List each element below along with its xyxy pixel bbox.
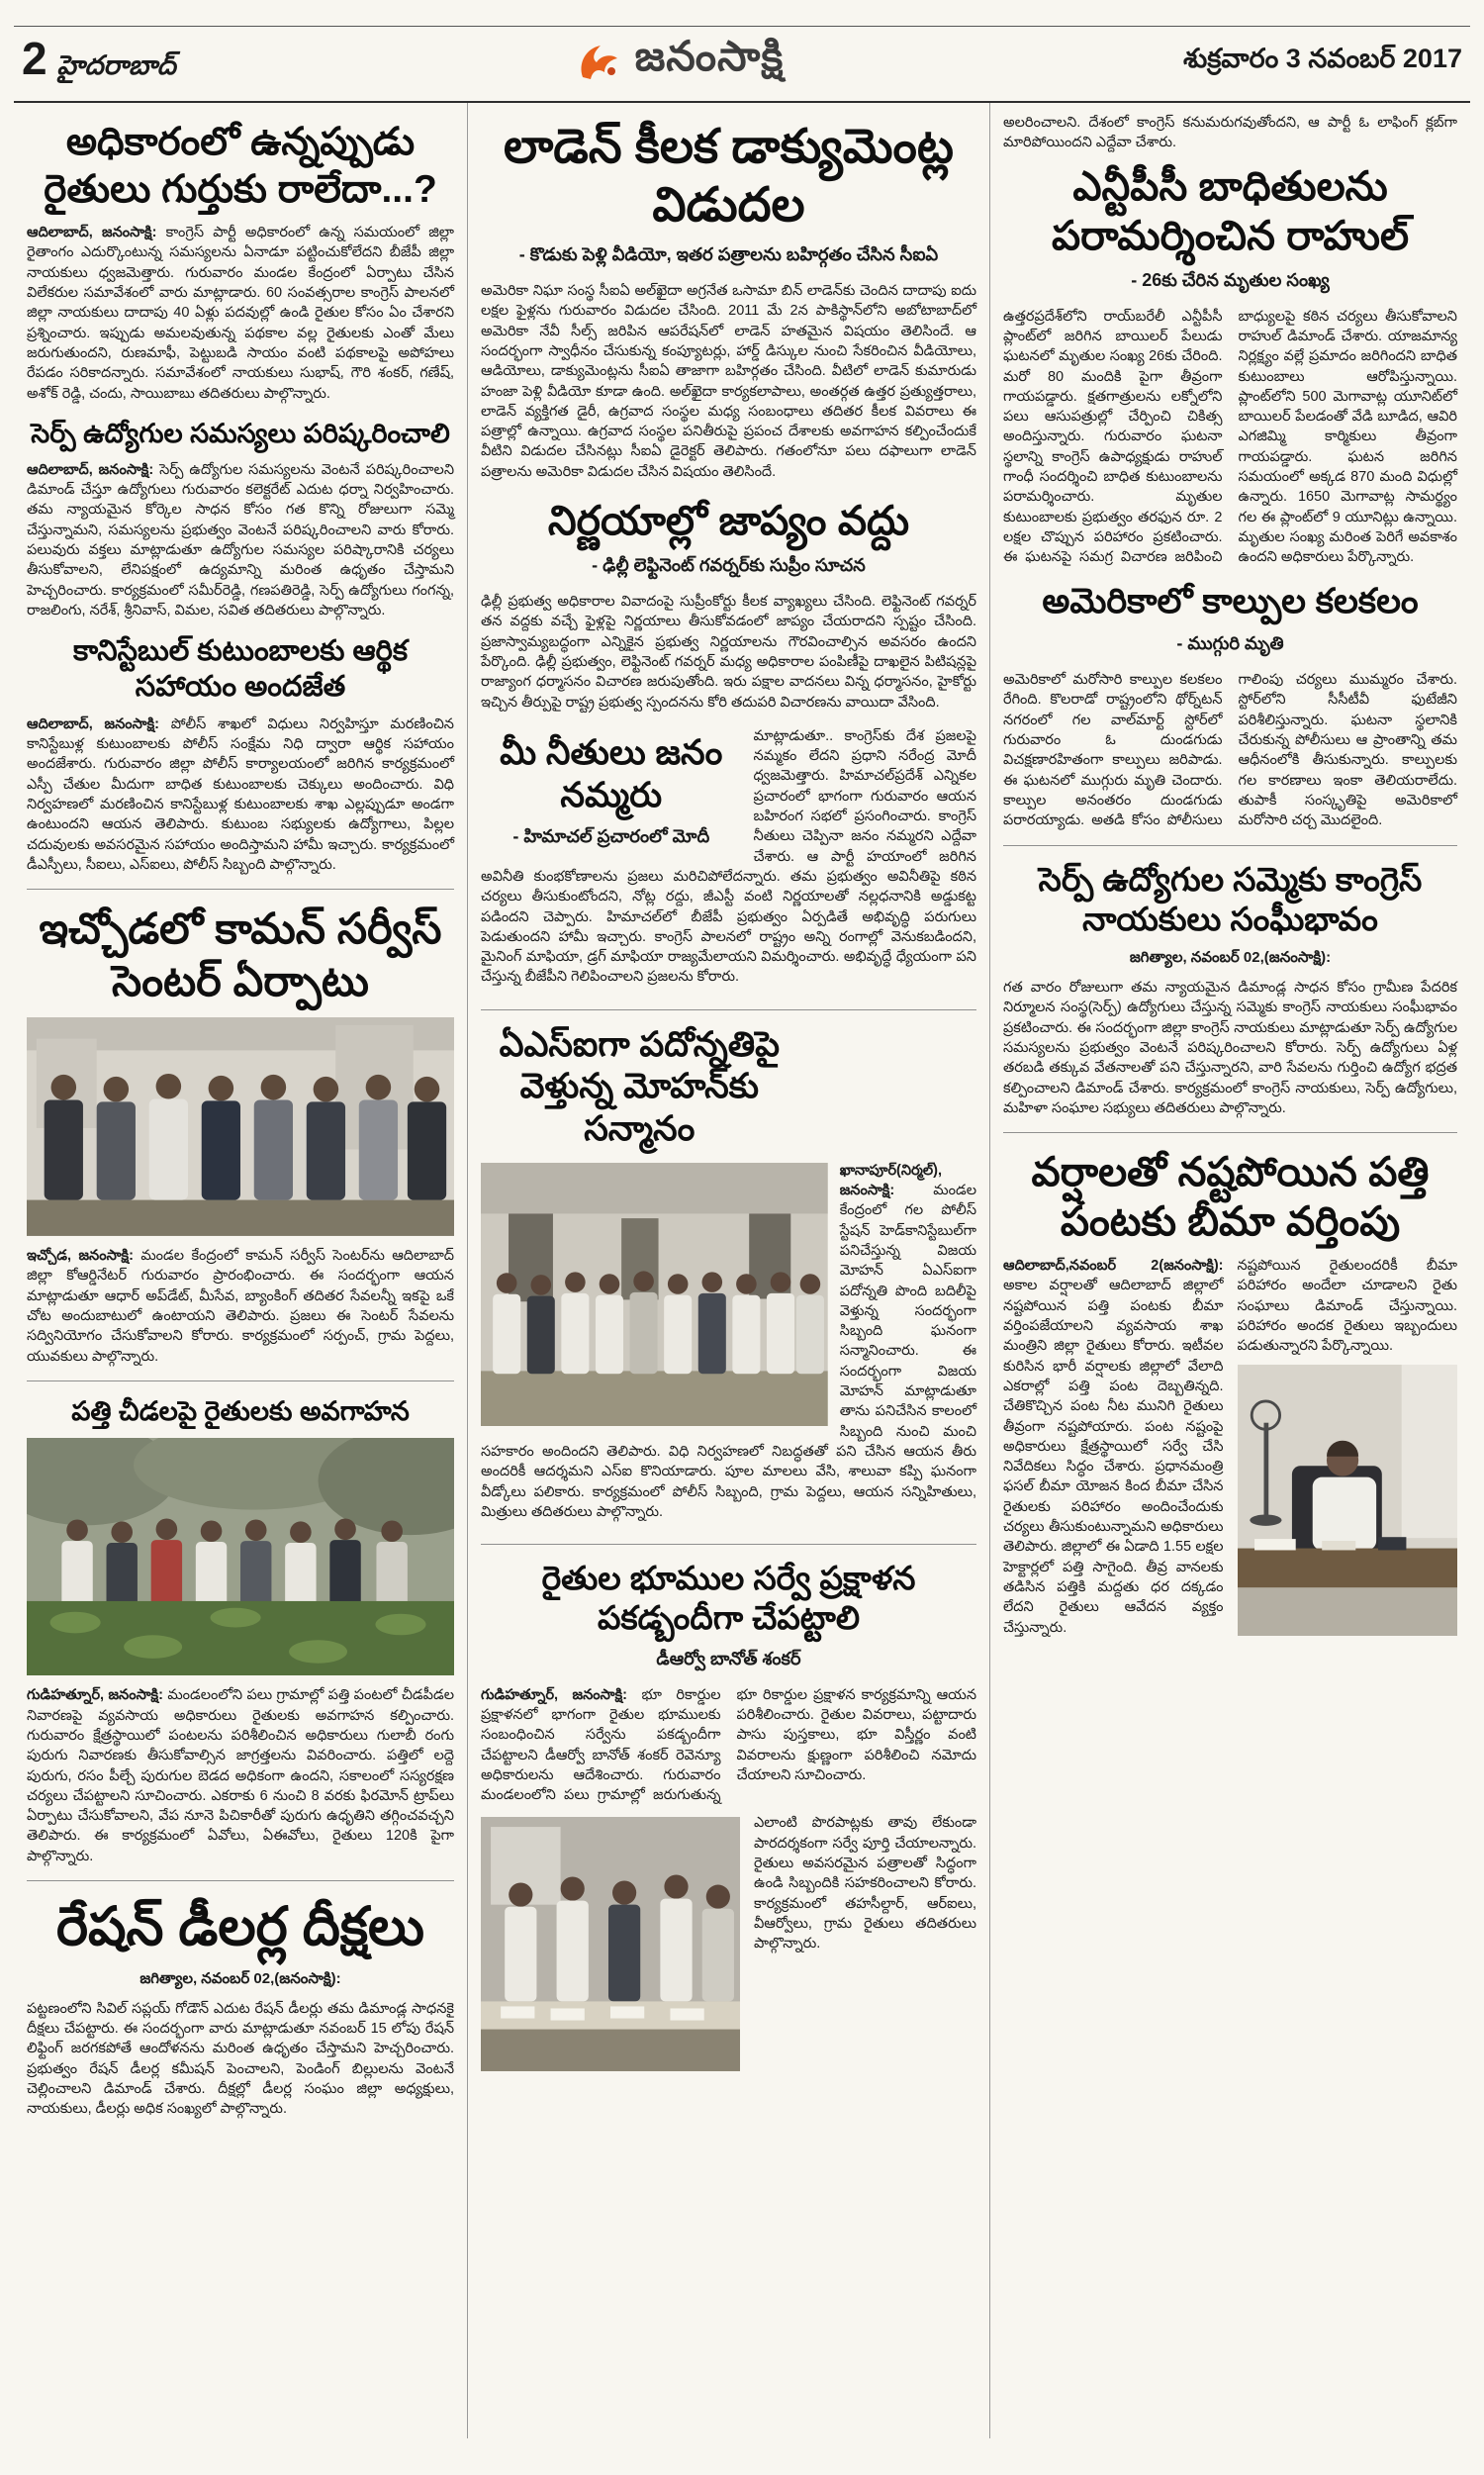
- dateline: ఆదిలాబాద్, జనంసాక్షి:: [27, 715, 159, 732]
- dateline: జగిత్యాల, నవంబర్ 02,(జనంసాక్షి):: [139, 1969, 341, 1987]
- byline: - హిమాచల్ ప్రచారంలో మోదీ: [512, 826, 710, 847]
- byline: - 26కు చేరిన మృతుల సంఖ్య: [1131, 269, 1330, 290]
- article-serp-strike-congress: [1003, 860, 1457, 1119]
- article-body: మండల కేంద్రంలో గల పోలీస్ స్టేషన్ హెడ్‌కానిస్టేబుల్‌గా పనిచేస్తున్న విజయ మోహన్ ఏఎస్ఐగా పదోన్నతి పొంది బదిలీపై వెళ్తున్న సందర్భంగా సిబ్బంది ఘనంగా సన్మానించారు. ఈ సందర్భంగా విజయ మోహన్ మాట్లాడుతూ తాను పనిచేసిన కాలంలో సిబ్బంది నుంచి మంచి సహకారం అందిందని తెలిపారు. విధి నిర్వహణలో నిబద్ధతతో పని చేసిన ఆయన తీరు అందరికీ ఆదర్శమని ఎస్ఐ కొనియాడారు. పూల మాలలు వేసి, శాలువా కప్పి ఘనంగా వీడ్కోలు పలికారు. కార్యక్రమంలో పోలీస్ సిబ్బంది, గ్రామ పెద్దలు, ఆయన సన్నిహితులు, మిత్రులు తదితరులు పాల్గొన్నారు.: [481, 1183, 976, 1520]
- headline: అధికారంలో ఉన్నప్పుడు రైతులు గుర్తుకు రాలేదా...?: [44, 121, 437, 211]
- headline: కానిస్టేబుల్ కుటుంబాలకు ఆర్థిక సహాయం అందజేత: [72, 635, 408, 703]
- article-body: అకాల వర్షాలతో ఆదిలాబాద్ జిల్లాలో నష్టపోయిన పత్తి పంటకు బీమా వర్తింపజేయాలని వ్యవసాయ శాఖ మంత్రిని జిల్లా రైతులు కోరారు. ఇటీవల కురిసిన భారీ వర్షాలకు జిల్లాలో వేలాది ఎకరాల్లో పత్తి పంట దెబ్బతిన్నది. చేతికొచ్చిన పంట నీట మునిగి రైతులు తీవ్రంగా నష్టపోయారు. పంట నష్టంపై అధికారులు క్షేత్రస్థాయిలో సర్వే చేసి నివేదికలు సిద్ధం చేశారు. ప్రధానమంత్రి ఫసల్ బీమా యోజన కింద బీమా చేసిన రైతులకు పరిహారం అందించేందుకు చర్యలు తీసుకుంటున్నామని అధికారులు తెలిపారు. జిల్లాలో ఈ ఏడాది 1.55 లక్షల హెక్టార్లలో పత్తి సాగైంది. తీవ్ర వానలకు తడిసిన పత్తికి మద్దతు ధర దక్కడం లేదని రైతులు ఆవేదన వ్యక్తం చేస్తున్నారు.: [1003, 1278, 1224, 1636]
- masthead-flame-icon: [576, 42, 623, 83]
- headline: సెర్ప్ ఉద్యోగుల సమస్యలు పరిష్కరించాలి: [31, 418, 450, 448]
- continued-text: అలరించాలని. దేశంలో కాంగ్రెస్ కనుమరుగవుతోందని, ఆ పార్టీ ఓ లాఫింగ్ క్లబ్‌గా మారిపోయిందని ఎద్దేవా చేశారు.: [1003, 115, 1457, 151]
- column-middle: [467, 103, 989, 2438]
- right-subcolumn: [1238, 1256, 1458, 1646]
- continued-paragraph: [1003, 113, 1457, 153]
- dateline: ఖానాపూర్(నిర్మల్), జనంసాక్షి:: [839, 1162, 943, 1199]
- dateline: గుడిహత్నూర్, జనంసాక్షి:: [481, 1686, 627, 1703]
- article-modi-himachal: [481, 726, 976, 996]
- dateline: ఆదిలాబాద్, జనంసాక్షి:: [27, 461, 154, 478]
- headline: మీ నీతులు జనం నమ్మరు: [500, 732, 723, 814]
- masthead-title: జనంసాక్షి: [634, 33, 785, 79]
- article-common-service-centre: [27, 904, 454, 1367]
- article-constable-aid: [27, 634, 454, 875]
- photo-mohan-felicitation: [481, 1163, 828, 1427]
- headline: రైతుల భూముల సర్వే ప్రక్షాళన పకడ్బందీగా చేపట్టాలి: [541, 1560, 916, 1637]
- section-divider: [481, 1544, 976, 1545]
- headline: నిర్ణయాల్లో జాప్యం వద్దు: [547, 498, 910, 544]
- headline: వర్షాలతో నష్టపోయిన పత్తి పంటకు బీమా వర్తింపు: [1031, 1149, 1430, 1245]
- byline: - ఢిల్లీ లెఫ్టినెంట్ గవర్నర్‌కు సుప్రీం సూచన: [592, 555, 866, 576]
- article-body: కాంగ్రెస్ పార్టీ అధికారంలో ఉన్న సమయంలో జిల్లా రైతాంగం ఎదుర్కొంటున్న సమస్యలను ఏనాడూ పట్టించుకోలేదని బీజేపీ జిల్లా నాయకులు ధ్వజమెత్తారు. గురువారం మండల కేంద్రంలో ఏర్పాటు చేసిన విలేకరుల సమావేశంలో వారు మాట్లాడారు. 60 సంవత్సరాల కాంగ్రెస్ పాలనలో జిల్లా నాయకులు దాదాపు 40 ఏళ్లు పదవుల్లో ఉండి రైతుల కోసం ఏం చేశారని ప్రశ్నించారు. ఇప్పుడు అమలవుతున్న పథకాల వల్ల రైతులకు ఎంతో మేలు జరుగుతుందని, రుణమాఫీ, పెట్టుబడి సాయం వంటి పథకాలపై అపోహలు రేపడం సరికాదన్నారు. సమావేశంలో నాయకులు సుభాష్, గౌరి శంకర్, గణేష్, అశోక్ రెడ్డి, చందు, సాయిబాబు తదితరులు పాల్గొన్నారు.: [27, 225, 454, 402]
- article-paragraph: [481, 1685, 976, 1806]
- left-subcolumn: [1003, 1256, 1224, 1646]
- photo-man-at-desk-image: [1238, 1365, 1458, 1637]
- headline: పత్తి చీడలపై రైతులకు అవగాహన: [71, 1395, 410, 1426]
- article-laden-documents: [481, 119, 976, 482]
- article-us-shooting: [1003, 581, 1457, 830]
- photo-land-records-review: [481, 1817, 740, 2071]
- edition-name: హైదరాబాద్: [56, 50, 176, 80]
- section-divider: [27, 889, 454, 890]
- article-ration-dealers-protest: [27, 1895, 454, 2120]
- article-paragraph: [1003, 670, 1457, 830]
- photo-common-service-centre: [27, 1017, 454, 1236]
- section-divider: [27, 1880, 454, 1881]
- headline-block: [481, 726, 754, 863]
- photo-minister-office: [1238, 1365, 1458, 1637]
- article-paragraph: [27, 1685, 454, 1866]
- photo-document-signing-image: [481, 1817, 740, 2071]
- section-divider: [481, 1009, 976, 1010]
- article-lg-delay: [481, 496, 976, 713]
- dateline: గుడిహత్నూర్, జనంసాక్షి:: [27, 1687, 163, 1704]
- headline: సెర్ప్ ఉద్యోగుల సమ్మెకు కాంగ్రెస్ నాయకులు సంఘీభావం: [1038, 860, 1423, 937]
- section-divider: [1003, 1132, 1457, 1133]
- page-columns: [14, 103, 1470, 2438]
- article-cotton-pest-awareness: [27, 1395, 454, 1866]
- page-edition-block: [22, 33, 176, 88]
- article-paragraph: [1003, 1256, 1224, 1638]
- article-serp-problems: [27, 418, 454, 620]
- article-paragraph: [27, 1246, 454, 1367]
- article-body: ఢిల్లీ ప్రభుత్వ అధికారాల వివాదంపై సుప్రీంకోర్టు కీలక వ్యాఖ్యలు చేసింది. లెఫ్టినెంట్ గవర్నర్ తన వద్దకు వచ్చే ఫైళ్లపై నిర్ణయాలు తీసుకోవడంలో జాప్యం చేయరాదని స్పష్టం చేసింది. ప్రజాస్వామ్యబద్ధంగా ఎన్నికైన ప్రభుత్వ నిర్ణయాలను గౌరవించాల్సిన అవసరం ఉందని పేర్కొంది. ఢిల్లీ ప్రభుత్వం, లెఫ్టినెంట్ గవర్నర్ మధ్య అధికారాల పంపిణీపై దాఖలైన పిటిషన్లపై రాజ్యాంగ ధర్మాసనం విచారణ జరుపుతోంది. ఇరు పక్షాల వాదనలు విన్న ధర్మాసనం, హైకోర్టు ఇచ్చిన తీర్పుపై రాష్ట్ర ప్రభుత్వ స్పందనను కోరి తదుపరి విచారణను వాయిదా వేసింది.: [481, 594, 976, 711]
- article-paragraph: [481, 281, 976, 482]
- article-body-continued: నష్టపోయిన రైతులందరికీ బీమా పరిహారం అందేలా చూడాలని రైతు సంఘాలు డిమాండ్ చేస్తున్నాయి. పరిహారం అందక రైతులు ఇబ్బందులు పడుతున్నారని పేర్కొన్నాయి.: [1237, 1258, 1457, 1355]
- masthead: [576, 33, 785, 91]
- article-paragraph: [27, 714, 454, 875]
- article-paragraph: [754, 1813, 976, 1953]
- photo-field-group-image: [27, 1438, 454, 1676]
- headline: రేషన్ డీలర్ల దీక్షలు: [56, 1897, 424, 1956]
- article-body: అమెరికాలో మరోసారి కాల్పుల కలకలం రేగింది. కొలరాడో రాష్ట్రంలోని థోర్న్‌టన్ నగరంలో గల వాల్‌మార్ట్ స్టోర్‌లో గురువారం ఓ దుండగుడు విచక్షణారహితంగా కాల్పులు జరిపాడు. ఈ ఘటనలో ముగ్గురు మృతి చెందారు. కాల్పుల అనంతరం దుండగుడు పరారయ్యాడు. అతడి కోసం పోలీసులు గాలింపు చర్యలు ముమ్మరం చేశారు. స్టోర్‌లోని సీసీటీవీ ఫుటేజీని పరిశీలిస్తున్నారు. ఘటనా స్థలానికి చేరుకున్న పోలీసులు ఆ ప్రాంతాన్ని తమ ఆధీనంలోకి తీసుకున్నారు. కాల్పులకు గల కారణాలు ఇంకా తెలియరాలేదు. తుపాకీ సంస్కృతిపై అమెరికాలో మరోసారి చర్చ మొదలైంది.: [1003, 672, 1457, 829]
- article-paragraph: [1238, 1256, 1458, 1356]
- article-body: మండల కేంద్రంలో కామన్ సర్వీస్ సెంటర్‌ను ఆదిలాబాద్ జిల్లా కోఆర్డినేటర్ గురువారం ప్రారంభించారు. ఈ సందర్భంగా ఆయన మాట్లాడుతూ ఆధార్ అప్‌డేట్, మీసేవ, బ్యాంకింగ్ తదితర సేవలన్నీ ఇకపై ఒకే చోట అందుబాటులో ఉంటాయని తెలిపారు. ప్రజలు ఈ సెంటర్ సేవలను సద్వినియోగం చేసుకోవాలని కోరారు. కార్యక్రమంలో సర్పంచ్, గ్రామ పెద్దలు, యువకులు పాల్గొన్నారు.: [27, 1248, 454, 1365]
- article-asi-felicitation: [481, 1024, 976, 1530]
- page-number: 2: [22, 33, 47, 84]
- photo-group-indoor-image: [27, 1017, 454, 1236]
- dateline: జగిత్యాల, నవంబర్ 02,(జనంసాక్షి):: [1129, 949, 1332, 967]
- article-paragraph: [1003, 978, 1457, 1118]
- photo-cotton-field-awareness: [27, 1438, 454, 1676]
- section-divider: [1003, 845, 1457, 846]
- headline: అమెరికాలో కాల్పుల కలకలం: [1042, 582, 1419, 621]
- article-body-continued: ఎలాంటి పొరపాట్లకు తావు లేకుండా పారదర్శకంగా సర్వే పూర్తి చేయాలన్నారు. రైతులు అవసరమైన పత్రాలతో సిద్ధంగా ఉండి సిబ్బందికి సహకరించాలని కోరారు. కార్యక్రమంలో తహసీల్దార్, ఆర్ఐలు, వీఆర్వోలు, గ్రామ రైతులు తదితరులు పాల్గొన్నారు.: [754, 1815, 976, 1952]
- section-divider: [27, 1380, 454, 1381]
- article-two-column-row: [1003, 1256, 1457, 1646]
- article-body: సెర్ప్ ఉద్యోగుల సమస్యలను వెంటనే పరిష్కరించాలని డిమాండ్ చేస్తూ ఉద్యోగులు గురువారం కలెక్టరేట్ ఎదుట ధర్నా నిర్వహించారు. తమ న్యాయమైన కోర్కెల సాధన కోసం గత కొన్ని రోజులుగా సమ్మె చేస్తున్నామని, సమస్యలను ప్రభుత్వం వెంటనే పరిష్కరించాలని వారు కోరారు. పలువురు వక్తలు మాట్లాడుతూ ఉద్యోగుల సమస్యల పరిష్కారానికి చర్యలు తీసుకోవాలని, లేనిపక్షంలో ఉద్యమాన్ని మరింత ఉధృతం చేస్తామని హెచ్చరించారు. కార్యక్రమంలో సమీర్‌రెడ్డి, గణపతిరెడ్డి, సెర్ప్ ఉద్యోగులు గంగన్న, రాజలింగు, నరేశ్, శ్రీనివాస్, విమల, సవిత తదితరులు పాల్గొన్నారు.: [27, 461, 454, 619]
- issue-date: శుక్రవారం 3 నవంబర్ 2017: [1183, 43, 1462, 73]
- byline: - ముగ్గురి మృతి: [1176, 633, 1284, 654]
- photo-white-clad-group-image: [481, 1163, 828, 1427]
- article-body: పోలీస్ శాఖలో విధులు నిర్వహిస్తూ మరణించిన కానిస్టేబుళ్ల కుటుంబాలకు పోలీస్ సంక్షేమ నిధి ద్వారా ఆర్థిక సహాయం అందజేశారు. గురువారం జిల్లా పోలీస్ కార్యాలయంలో జరిగిన కార్యక్రమంలో ఎస్పీ చేతుల మీదుగా బాధిత కుటుంబాలకు చెక్కులు అందించారు. విధి నిర్వహణలో మరణించిన కానిస్టేబుళ్ల కుటుంబాలకు శాఖ ఎల్లప్పుడూ అండగా ఉంటుందని ఆయన తెలిపారు. కుటుంబ సభ్యులకు ఉద్యోగాలు, పిల్లల చదువులకు అవసరమైన సహాయం అందిస్తామని హామీ ఇచ్చారు. కార్యక్రమంలో డీఎస్పీలు, సీఐలు, ఎస్ఐలు, పోలీస్ సిబ్బంది పాల్గొన్నారు.: [27, 715, 454, 873]
- article-ntpc-rahul: [1003, 161, 1457, 568]
- column-left: [14, 103, 467, 2438]
- article-body: భూ రికార్డుల ప్రక్షాళనలో భాగంగా రైతుల భూములకు సంబంధించిన సర్వేను పకడ్బందీగా చేపట్టాలని డీఆర్వో బానోత్ శంకర్ రెవెన్యూ అధికారులను ఆదేశించారు. గురువారం మండలంలోని పలు గ్రామాల్లో జరుగుతున్న భూ రికార్డుల ప్రక్షాళన కార్యక్రమాన్ని ఆయన పరిశీలించారు. రైతుల వివరాలు, పట్టాదారు పాసు పుస్తకాలు, భూ విస్తీర్ణం వంటి వివరాలను క్షుణ్ణంగా పరిశీలించి నమోదు చేయాలని సూచించారు.: [481, 1686, 976, 1804]
- dateline: ఇచ్చోడ, జనంసాక్షి:: [27, 1248, 134, 1265]
- article-body: మాట్లాడుతూ.. కాంగ్రెస్‌కు దేశ ప్రజలపై నమ్మకం లేదని ప్రధాని నరేంద్ర మోదీ ధ్వజమెత్తారు. హిమాచల్‌ప్రదేశ్ ఎన్నికల ప్రచారంలో భాగంగా గురువారం ఆయన బహిరంగ సభలో ప్రసంగించారు. కాంగ్రెస్ నీతులు చెప్పినా జనం నమ్మరని ఎద్దేవా చేశారు. ఆ పార్టీ హయాంలో జరిగిన అవినీతి కుంభకోణాలను ప్రజలు మరిచిపోలేదన్నారు. తమ ప్రభుత్వం అవినీతిపై కఠిన చర్యలు తీసుకుంటోందని, నోట్ల రద్దు, జీఎస్టీ వంటి నిర్ణయాలతో నల్లధనానికి అడ్డుకట్ట పడిందని చెప్పారు. హిమాచల్‌లో బీజేపీ ప్రభుత్వం ఏర్పడితే అభివృద్ధి పరుగులు పెడుతుందని హామీ ఇచ్చారు. కాంగ్రెస్ పాలనలో రాష్ట్రం అన్ని రంగాల్లో వెనుకబడిందని, మైనింగ్ మాఫియా, డ్రగ్ మాఫియా రాజ్యమేలాయని విమర్శించారు. అభివృద్ధే ధ్యేయంగా పని చేస్తున్న బీజేపీని గెలిపించాలని ప్రజలను కోరారు.: [481, 727, 976, 986]
- headline: లాడెన్ కీలక డాక్యుమెంట్ల విడుదల: [504, 121, 954, 232]
- article-farmers-forgotten: [27, 119, 454, 404]
- photo-text-row: [481, 1813, 976, 2081]
- article-body: పట్టణంలోని సివిల్ సప్లయ్ గోడౌన్ ఎదుట రేషన్ డీలర్లు తమ డిమాండ్ల సాధనకై దీక్షలు చేపట్టారు. ఈ సందర్భంగా వారు మాట్లాడుతూ నవంబర్ 15 లోపు రేషన్ లిఫ్టింగ్ జరగకపోతే ఆందోళనను మరింత ఉధృతం చేస్తామని హెచ్చరించారు. ప్రభుత్వం రేషన్ డీలర్ల కమీషన్ పెంచాలని, పెండింగ్ బిల్లులను వెంటనే చెల్లించాలని డిమాండ్ చేశారు. దీక్షల్లో డీలర్ల సంఘం జిల్లా అధ్యక్షులు, నాయకులు, డీలర్లు అధిక సంఖ్యలో పాల్గొన్నారు.: [27, 2000, 454, 2118]
- page-header: [14, 26, 1470, 103]
- article-cotton-crop-insurance: [1003, 1147, 1457, 1646]
- article-paragraph: [27, 1999, 454, 2120]
- article-paragraph: [481, 592, 976, 713]
- article-body: గత వారం రోజులుగా తమ న్యాయమైన డిమాండ్ల సాధన కోసం గ్రామీణ పేదరిక నిర్మూలన సంస్థ(సెర్ప్) ఉద్యోగులు చేస్తున్న సమ్మెకు కాంగ్రెస్ నాయకులు సంఘీభావం ప్రకటించారు. ఈ సందర్భంగా జిల్లా కాంగ్రెస్ నాయకులు మాట్లాడుతూ సెర్ప్ ఉద్యోగుల సమస్యలను ప్రభుత్వం వెంటనే పరిష్కరించాలని కోరారు. సెర్ప్ ఉద్యోగులు ఏళ్ల తరబడి తక్కువ వేతనాలతో పని చేస్తున్నారని, వారి సేవలను గుర్తించి ఉద్యోగ భద్రత కల్పించాలని డిమాండ్ చేశారు. కార్యక్రమంలో కాంగ్రెస్ నాయకులు, సెర్ప్ ఉద్యోగులు, మహిళా సంఘాల సభ్యులు తదితరులు పాల్గొన్నారు.: [1003, 980, 1457, 1116]
- article-paragraph: [27, 460, 454, 620]
- article-paragraph: [1003, 307, 1457, 568]
- byline: - కొడుకు పెళ్లి వీడియో, ఇతర పత్రాలను బహిర్గతం చేసిన సీఐఏ: [518, 244, 939, 265]
- byline: డీఆర్వో బానోత్ శంకర్: [656, 1648, 801, 1668]
- dateline: ఆదిలాబాద్,నవంబర్ 2(జనంసాక్షి):: [1003, 1258, 1224, 1275]
- article-body: అమెరికా నిఘా సంస్థ సీఐఏ అల్‌ఖైదా అగ్రనేత ఒసామా బిన్ లాడెన్‌కు చెందిన దాదాపు ఐదు లక్షల ఫైళ్లను గురువారం విడుదల చేసింది. 2011 మే 2న పాకిస్థాన్‌లోని అబోటాబాద్‌లో అమెరికా నేవీ సీల్స్ జరిపిన ఆపరేషన్‌లో లాడెన్ హతమైన విషయం తెలిసిందే. ఆ సందర్భంగా స్వాధీనం చేసుకున్న కంప్యూటర్లు, హార్డ్ డిస్కుల నుంచి సేకరించిన వీడియోలు, ఆడియోలు, డాక్యుమెంట్లను సీఐఏ తాజాగా బహిర్గతం చేసింది. వీటిలో లాడెన్ కుమారుడు హంజా పెళ్లి వీడియో కూడా ఉంది. అల్‌ఖైదా కార్యకలాపాలు, అంతర్గత ఉత్తర ప్రత్యుత్తరాలు, లాడెన్ వ్యక్తిగత డైరీ, ఉగ్రవాద సంస్థల మధ్య సంబంధాలు తదితర కీలక వివరాలు ఈ పత్రాల్లో ఉన్నాయి. ఉగ్రవాద సంస్థల పనితీరుపై ప్రపంచ దేశాలకు అవగాహన కల్పించేందుకే వీటిని విడుదల చేసినట్లు సీఐఏ డైరెక్టర్ తెలిపారు. గతంలోనూ పలు దఫాలుగా లాడెన్ పత్రాలను అమెరికా విడుదల చేసిన విషయం తెలిసిందే.: [481, 283, 976, 480]
- article-land-records-survey: [481, 1559, 976, 2081]
- headline: ఎన్టీపీసీ బాధితులను పరామర్శించిన రాహుల్: [1051, 162, 1410, 258]
- article-body: మండలంలోని పలు గ్రామాల్లో పత్తి పంటలో చీడపీడల నివారణపై వ్యవసాయ అధికారులు రైతులకు అవగాహన కల్పించారు. గురువారం క్షేత్రస్థాయిలో పంటలను పరిశీలించిన అధికారులు గులాబీ రంగు పురుగు నివారణకు తీసుకోవాల్సిన జాగ్రత్తలను వివరించారు. పత్తిలో లద్దె పురుగు, రసం పీల్చే పురుగుల బెడద అధికంగా ఉందని, సకాలంలో సస్యరక్షణ చర్యలు చేపట్టాలని సూచించారు. ఎకరాకు 6 నుంచి 8 వరకు ఫిరమోన్ ట్రాప్‌లు ఏర్పాటు చేసుకోవాలని, వేప నూనె పిచికారీతో పురుగు ఉధృతిని తగ్గించవచ్చని తెలిపారు. ఈ కార్యక్రమంలో ఏవోలు, ఏఈవోలు, రైతులు 120కి పైగా పాల్గొన్నారు.: [27, 1687, 454, 1864]
- column-right: [989, 103, 1470, 2438]
- headline: ఇచ్చోడలో కామన్ సర్వీస్ సెంటర్ ఏర్పాటు: [39, 905, 442, 1005]
- dateline: ఆదిలాబాద్, జనంసాక్షి:: [27, 225, 157, 241]
- headline: ఏఎస్ఐగా పదోన్నతిపై వెళ్తున్న మోహన్‌కు సన్మానం: [499, 1024, 781, 1149]
- article-body: ఉత్తరప్రదేశ్‌లోని రాయ్‌బరేలీ ఎన్టీపీసీ ప్లాంట్‌లో జరిగిన బాయిలర్ పేలుడు ఘటనలో మృతుల సంఖ్య 26కు చేరింది. మరో 80 మందికి పైగా తీవ్రంగా గాయపడ్డారు. క్షతగాత్రులను లక్నోలోని పలు ఆసుపత్రుల్లో చేర్పించి చికిత్స అందిస్తున్నారు. గురువారం ఘటనా స్థలాన్ని కాంగ్రెస్ ఉపాధ్యక్షుడు రాహుల్ గాంధీ సందర్శించి బాధిత కుటుంబాలను పరామర్శించారు. మృతుల కుటుంబాలకు ప్రభుత్వం తరఫున రూ. 2 లక్షల చొప్పున పరిహారం ప్రకటించారు. ఈ ఘటనపై సమగ్ర విచారణ జరిపించి బాధ్యులపై కఠిన చర్యలు తీసుకోవాలని రాహుల్ డిమాండ్ చేశారు. యాజమాన్య నిర్లక్ష్యం వల్లే ప్రమాదం జరిగిందని బాధిత కుటుంబాలు ఆరోపిస్తున్నాయి. ప్లాంట్‌లోని 500 మెగావాట్ల యూనిట్‌లో బాయిలర్ పేలడంతో వేడి బూడిద, ఆవిరి ఎగజిమ్మి కార్మికులు తీవ్రంగా గాయపడ్డారు. ఘటన జరిగిన సమయంలో అక్కడ 870 మంది విధుల్లో ఉన్నారు. 1650 మెగావాట్ల సామర్థ్యం గల ఈ ప్లాంట్‌లో 9 యూనిట్లు ఉన్నాయి. మృతుల సంఖ్య మరింత పెరిగే అవకాశం ఉందని అధికారులు పేర్కొన్నారు.: [1003, 308, 1457, 566]
- article-paragraph: [27, 223, 454, 404]
